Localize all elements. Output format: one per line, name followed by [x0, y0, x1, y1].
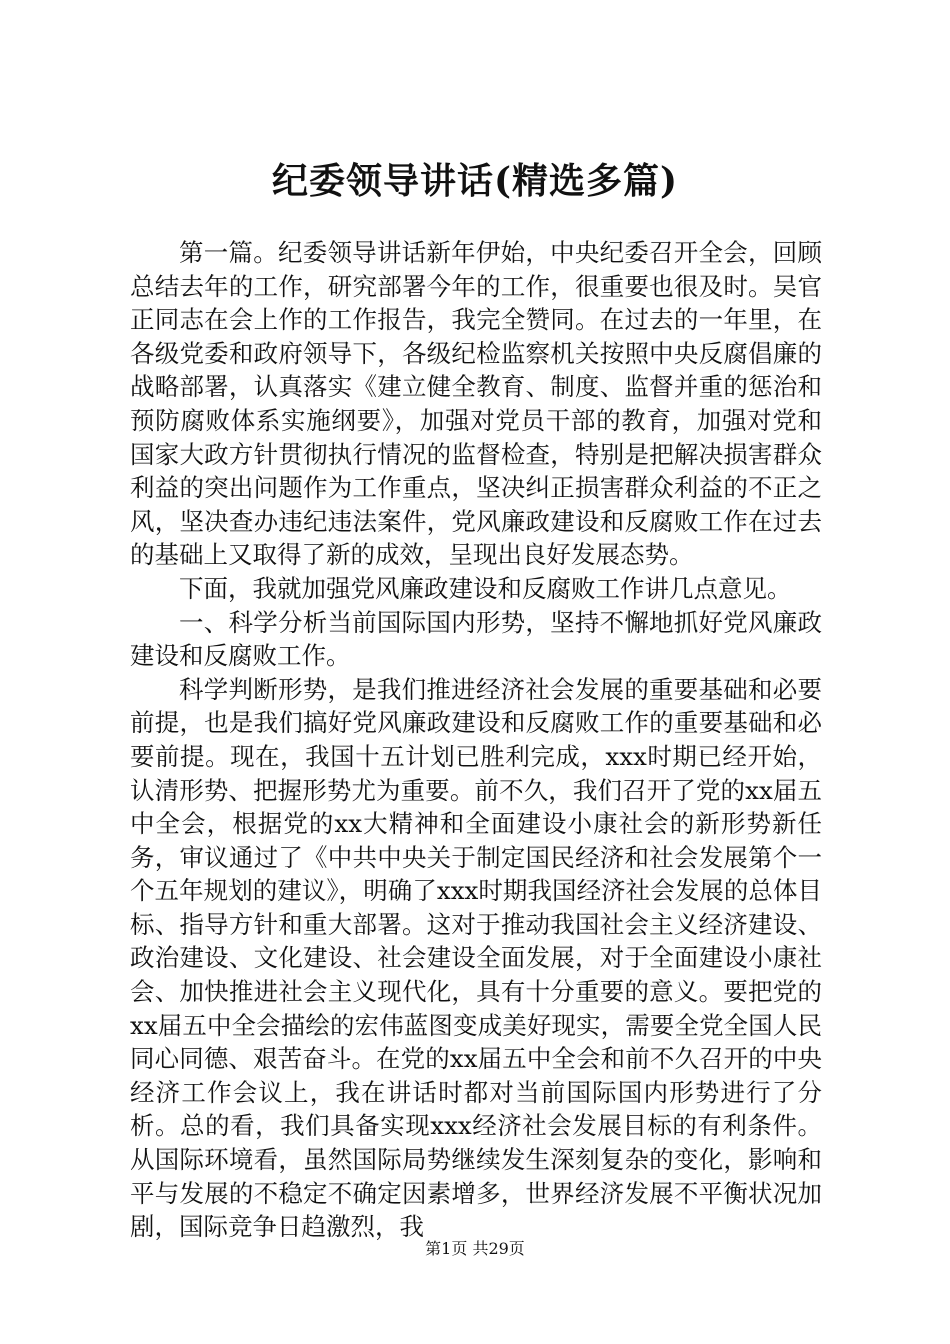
- paragraph-2: 下面，我就加强党风廉政建设和反腐败工作讲几点意见。: [179, 573, 792, 603]
- page-number-footer: 第1页 共29页: [425, 1239, 525, 1258]
- paragraph-3: 一、科学分析当前国际国内形势，坚持不懈地抓好党风廉政建设和反腐败工作。: [130, 607, 822, 671]
- paragraph-1: 第一篇。纪委领导讲话新年伊始，中央纪委召开全会，回顾总结去年的工作，研究部署今年的工作，很重要也很及时。吴官正同志在会上作的工作报告，我完全赞同。在过去的一年里，在各级党委和政府领导下，各级纪检监察机关按照中央反腐倡廉的战略部署，认真落实《建立健全教育、制度、监督并重的惩治和预防腐败体系实施纲要》，加强对党员干部的教育，加强对党和国家大政方针贯彻执行情况的监督检查，特别是把解决损害群众利益的突出问题作为工作重点，坚决纠正损害群众利益的不正之风，坚决查办违纪违法案件，党风廉政建设和反腐败工作在过去的基础上又取得了新的成效，呈现出良好发展态势。: [130, 238, 822, 570]
- paragraph-4: 科学判断形势，是我们推进经济社会发展的重要基础和必要前提，也是我们搞好党风廉政建设和反腐败工作的重要基础和必要前提。现在，我国十五计划已胜利完成，xxx时期已经开始，认清形势、把握形势尤为重要。前不久，我们召开了党的xx届五中全会，根据党的xx大精神和全面建设小康社会的新形势新任务，审议通过了《中共中央关于制定国民经济和社会发展第个一个五年规划的建议》，明确了xxx时期我国经济社会发展的总体目标、指导方针和重大部署。这对于推动我国社会主义经济建设、政治建设、文化建设、社会建设全面发展，对于全面建设小康社会、加快推进社会主义现代化，具有十分重要的意义。要把党的xx届五中全会描绘的宏伟蓝图变成美好现实，需要全党全国人民同心同德、艰苦奋斗。在党的xx届五中全会和前不久召开的中央经济工作会议上，我在讲话时都对当前国际国内形势进行了分析。总的看，我们具备实现xxx经济社会发展目标的有利条件。从国际环境看，虽然国际局势继续发生深刻复杂的变化，影响和平与发展的不稳定不确定因素增多，世界经济发展不平衡状况加剧，国际竞争日趋激烈，我: [130, 674, 822, 1242]
- document-title: 纪委领导讲话(精选多篇): [271, 160, 679, 202]
- document-body: [130, 236, 822, 1244]
